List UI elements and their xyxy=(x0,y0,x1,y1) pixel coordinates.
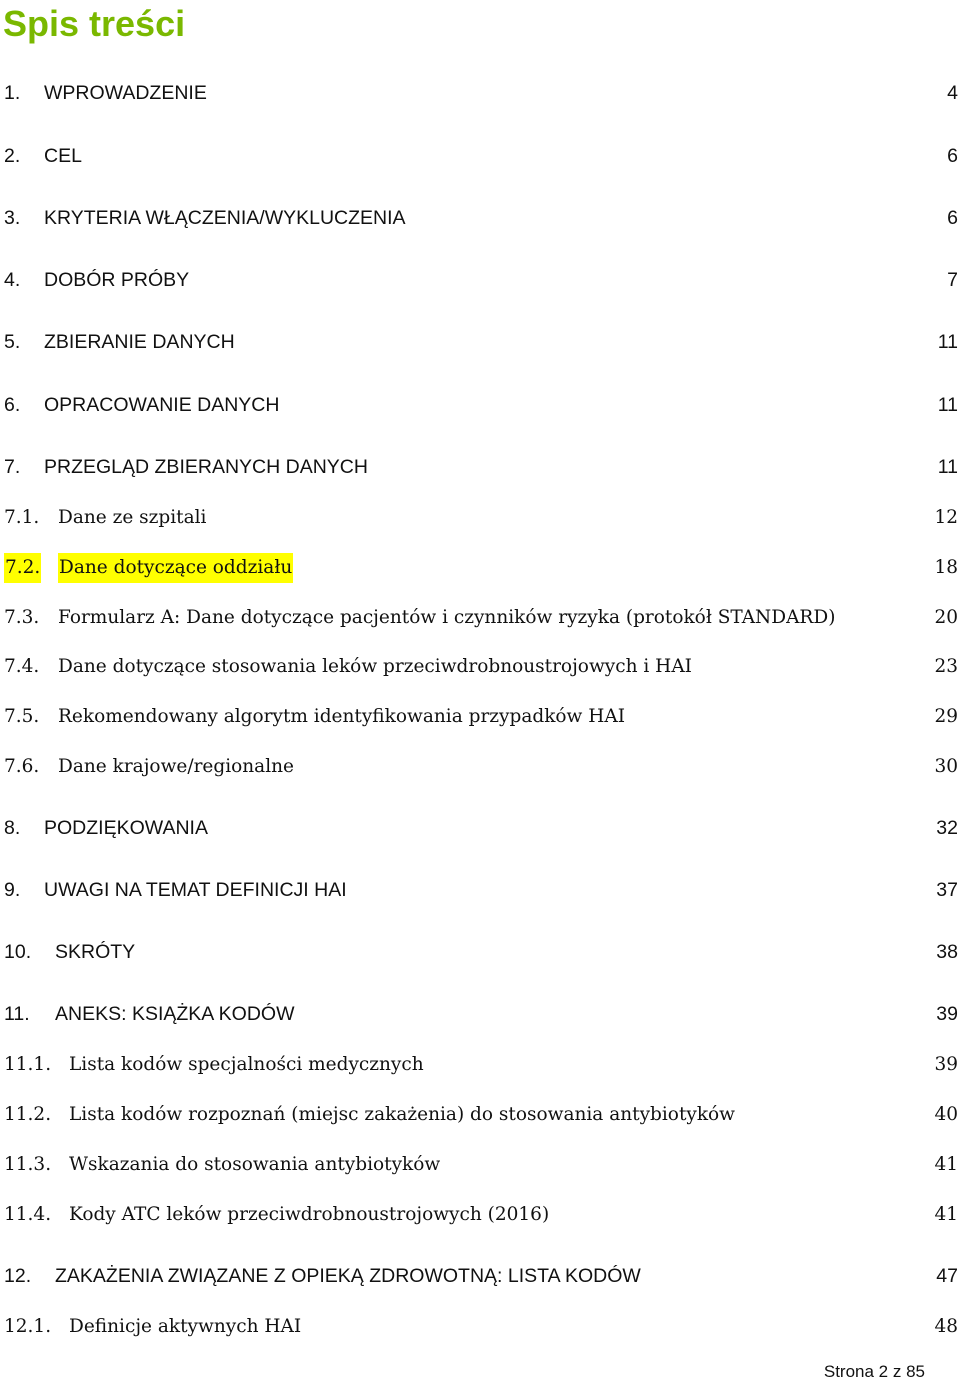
toc-entry-number: 6. xyxy=(4,394,21,416)
toc-entry-12[interactable] xyxy=(0,1261,960,1291)
toc-entry-11[interactable] xyxy=(0,999,960,1029)
toc-entry-number: 12.1. xyxy=(4,1316,52,1337)
toc-entry-page: 32 xyxy=(936,817,958,839)
toc-entry-number: 3. xyxy=(4,207,21,229)
toc-entry-number: 7. xyxy=(4,456,21,478)
toc-entry-page: 30 xyxy=(934,756,958,777)
toc-entry-title: Definicje aktywnych HAI xyxy=(69,1316,302,1337)
toc-entry-11-4[interactable] xyxy=(0,1200,960,1230)
toc-entry-7-2[interactable] xyxy=(0,553,960,583)
page-title: Spis treści xyxy=(3,3,186,44)
toc-entry-page: 23 xyxy=(934,656,958,677)
toc-entry-number: 12. xyxy=(4,1265,32,1287)
toc-entry-number: 9. xyxy=(4,879,21,901)
toc-entry-page: 39 xyxy=(934,1054,958,1075)
toc-entry-11-2[interactable] xyxy=(0,1100,960,1130)
toc-entry-8[interactable] xyxy=(0,813,960,843)
toc-entry-number: 11.4. xyxy=(4,1204,52,1225)
toc-entry-page: 12 xyxy=(934,507,958,528)
toc-entry-page: 41 xyxy=(934,1204,958,1225)
toc-entry-7-3[interactable] xyxy=(0,603,960,633)
toc-entry-page: 37 xyxy=(936,879,958,901)
toc-entry-page: 11 xyxy=(937,331,958,353)
toc-entry-page: 41 xyxy=(934,1154,958,1175)
toc-entry-page: 20 xyxy=(934,607,958,628)
toc-entry-page: 6 xyxy=(947,145,958,167)
toc-entry-title: Rekomendowany algorytm identyfikowania przypadków HAI xyxy=(58,706,626,727)
toc-entry-title: ZAKAŻENIA ZWIĄZANE Z OPIEKĄ ZDROWOTNĄ: LISTA KODÓW xyxy=(55,1265,641,1287)
toc-entry-title: Formularz A: Dane dotyczące pacjentów i czynników ryzyka (protokół STANDARD) xyxy=(58,607,836,628)
toc-entry-title: DOBÓR PRÓBY xyxy=(44,269,190,291)
toc-entry-title: UWAGI NA TEMAT DEFINICJI HAI xyxy=(44,879,347,901)
toc-entry-title: Dane dotyczące oddziału xyxy=(58,553,293,583)
toc-entry-number: 7.5. xyxy=(4,706,40,727)
toc-entry-7-1[interactable] xyxy=(0,503,960,533)
toc-entry-page: 38 xyxy=(936,941,958,963)
toc-entry-9[interactable] xyxy=(0,875,960,905)
toc-entry-page: 18 xyxy=(934,557,958,578)
toc-entry-title: SKRÓTY xyxy=(55,941,136,963)
toc-entry-number: 7.4. xyxy=(4,656,40,677)
toc-entry-title: PRZEGLĄD ZBIERANYCH DANYCH xyxy=(44,456,368,478)
toc-entry-title: Wskazania do stosowania antybiotyków xyxy=(69,1154,441,1175)
toc-entry-number: 7.6. xyxy=(4,756,40,777)
toc-entry-1[interactable] xyxy=(0,78,960,108)
toc-entry-number: 5. xyxy=(4,331,21,353)
toc-entry-title: Lista kodów rozpoznań (miejsc zakażenia) do stosowania antybiotyków xyxy=(69,1104,736,1125)
toc-entry-page: 40 xyxy=(934,1104,958,1125)
toc-entry-number: 10. xyxy=(4,941,32,963)
toc-entry-title: Dane dotyczące stosowania leków przeciwdrobnoustrojowych i HAI xyxy=(58,656,692,677)
toc-entry-5[interactable] xyxy=(0,327,960,357)
toc-entry-number: 11. xyxy=(4,1003,30,1025)
toc-entry-12-1[interactable] xyxy=(0,1312,960,1342)
toc-entry-page: 11 xyxy=(937,456,958,478)
toc-entry-title: WPROWADZENIE xyxy=(44,82,207,104)
toc-entry-page: 6 xyxy=(947,207,958,229)
toc-entry-number: 11.2. xyxy=(4,1104,52,1125)
toc-entry-7[interactable] xyxy=(0,452,960,482)
toc-entry-4[interactable] xyxy=(0,265,960,295)
toc-entry-title: OPRACOWANIE DANYCH xyxy=(44,394,280,416)
toc-entry-number: 4. xyxy=(4,269,21,291)
toc-entry-title: PODZIĘKOWANIA xyxy=(44,817,208,839)
toc-entry-7-6[interactable] xyxy=(0,752,960,782)
toc-entry-number: 7.1. xyxy=(4,507,40,528)
toc-entry-title: Lista kodów specjalności medycznych xyxy=(69,1054,424,1075)
toc-entry-title: CEL xyxy=(44,145,82,167)
toc-entry-page: 39 xyxy=(936,1003,958,1025)
toc-entry-title: Kody ATC leków przeciwdrobnoustrojowych (2016) xyxy=(69,1204,550,1225)
toc-entry-title: Dane ze szpitali xyxy=(58,507,207,528)
toc-entry-2[interactable] xyxy=(0,141,960,171)
toc-entry-title: Dane krajowe/regionalne xyxy=(58,756,294,777)
toc-entry-number: 2. xyxy=(4,145,21,167)
toc-entry-page: 11 xyxy=(937,394,958,416)
toc-entry-page: 47 xyxy=(936,1265,958,1287)
page-number-footer: Strona 2 z 85 xyxy=(823,1362,925,1381)
toc-entry-title: KRYTERIA WŁĄCZENIA/WYKLUCZENIA xyxy=(44,207,406,229)
toc-entry-page: 29 xyxy=(934,706,958,727)
toc-entry-number: 11.1. xyxy=(4,1054,52,1075)
toc-entry-page: 4 xyxy=(947,82,958,104)
toc-entry-title: ANEKS: KSIĄŻKA KODÓW xyxy=(55,1003,295,1025)
toc-entry-7-4[interactable] xyxy=(0,652,960,682)
toc-entry-number: 7.2. xyxy=(4,553,41,583)
toc-entry-11-3[interactable] xyxy=(0,1150,960,1180)
toc-entry-number: 1. xyxy=(4,82,21,104)
toc-entry-10[interactable] xyxy=(0,937,960,967)
toc-entry-number: 7.3. xyxy=(4,607,40,628)
toc-entry-number: 8. xyxy=(4,817,21,839)
toc-entry-title: ZBIERANIE DANYCH xyxy=(44,331,235,353)
toc-entry-page: 48 xyxy=(934,1316,958,1337)
toc-entry-number: 11.3. xyxy=(4,1154,52,1175)
toc-entry-11-1[interactable] xyxy=(0,1050,960,1080)
toc-entry-3[interactable] xyxy=(0,203,960,233)
toc-entry-6[interactable] xyxy=(0,390,960,420)
toc-entry-page: 7 xyxy=(947,269,958,291)
toc-entry-7-5[interactable] xyxy=(0,702,960,732)
